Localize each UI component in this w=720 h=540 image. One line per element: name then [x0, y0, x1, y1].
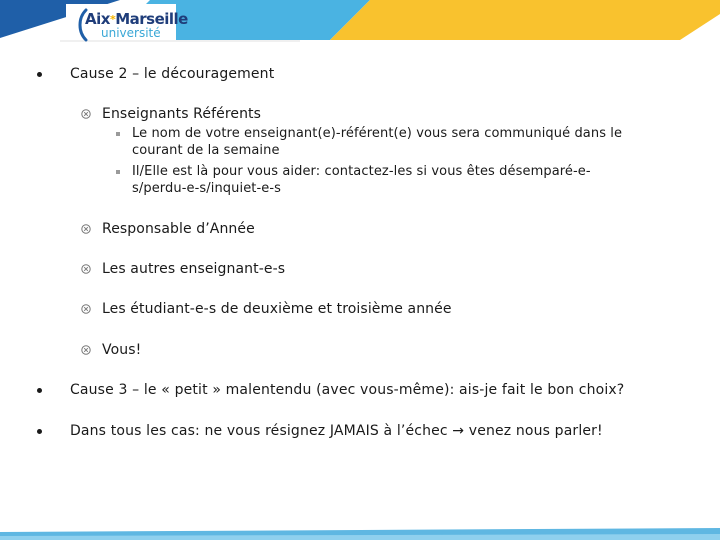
bullet-dot [37, 429, 42, 434]
etudiants-item: Les étudiant-e-s de deuxième et troisième année [102, 301, 452, 317]
referent-detail-1b: courant de la semaine [132, 143, 280, 158]
logo-brand-aix: Aix [85, 10, 110, 28]
circled-x-icon [81, 345, 91, 355]
autres-item: Les autres enseignant-e-s [102, 261, 286, 277]
logo-star-icon: * [109, 13, 116, 26]
logo-brand-marseille: Marseille [115, 10, 188, 28]
circled-x-icon [81, 264, 91, 274]
university-logo [76, 8, 188, 42]
circled-x-icon [81, 109, 91, 119]
footer-strip [0, 528, 720, 540]
referent-detail-2b: s/perdu-e-s/inquiet-e-s [132, 181, 282, 196]
cause2-heading: Cause 2 – le découragement [70, 66, 275, 82]
banner-yellow-shape [330, 0, 720, 40]
circled-x-icon [81, 304, 91, 314]
referent-detail-1a: Le nom de votre enseignant(e)-référent(e) vous sera communiqué dans le [132, 126, 623, 141]
bullet-dot [37, 72, 42, 77]
final-message: Dans tous les cas: ne vous résignez JAMAIS à l’échec → venez nous parler! [70, 423, 603, 439]
responsable-item: Responsable d’Année [102, 221, 255, 237]
vous-item: Vous! [102, 342, 142, 358]
logo-subtitle: université [101, 26, 161, 40]
square-bullet [116, 170, 120, 174]
referent-detail-2a: Il/Elle est là pour vous aider: contactez-les si vous êtes désemparé-e- [132, 164, 591, 179]
cause3-heading: Cause 3 – le « petit » malentendu (avec vous-même): ais-je fait le bon choix? [70, 382, 625, 398]
square-bullet [116, 132, 120, 136]
bullet-dot [37, 388, 42, 393]
referents-item: Enseignants Référents [102, 106, 262, 122]
circled-x-icon [81, 224, 91, 234]
